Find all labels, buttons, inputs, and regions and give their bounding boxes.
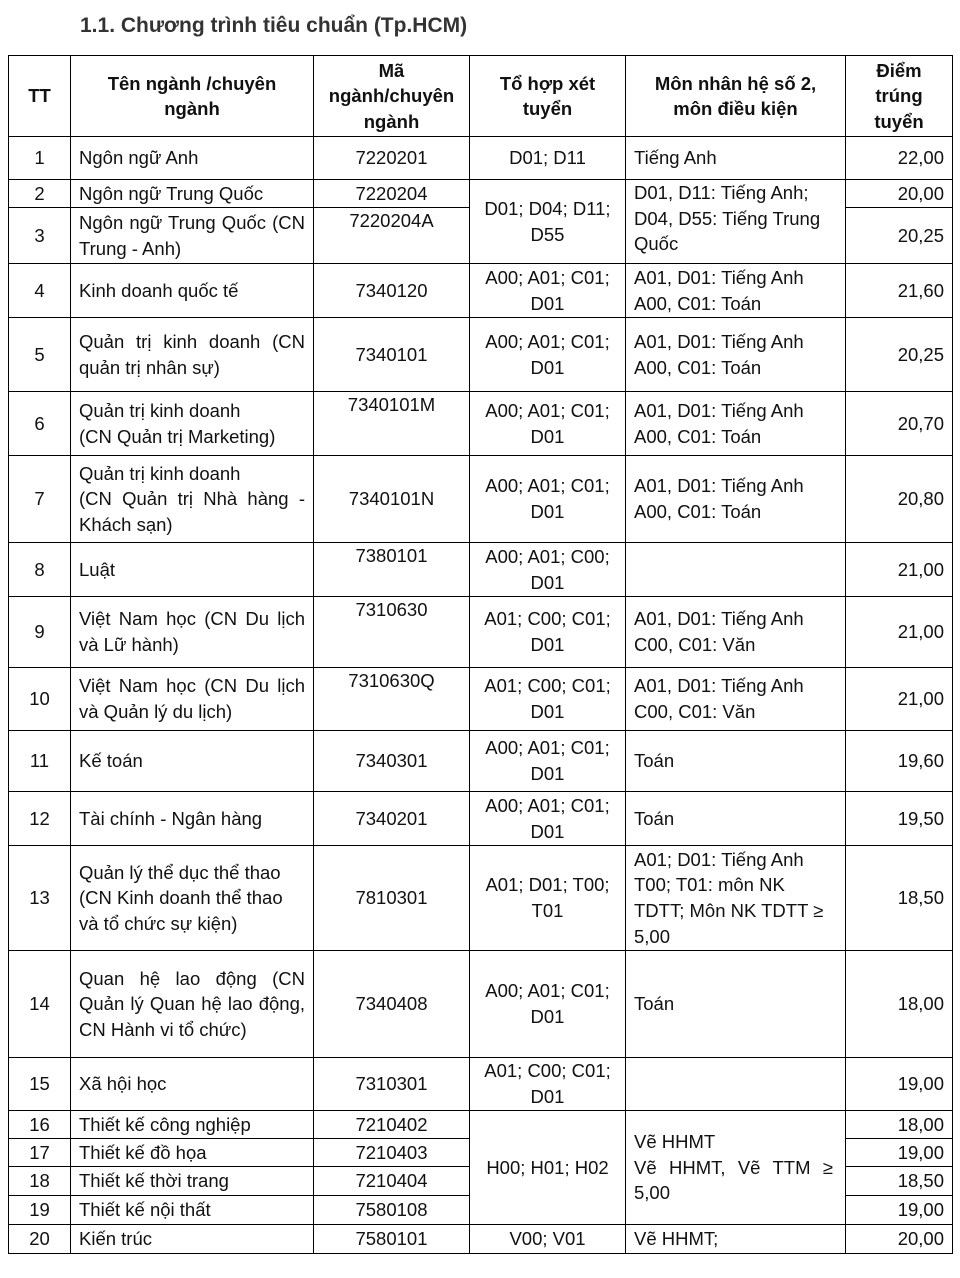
admission-score: 22,00 [846, 137, 953, 180]
major-name: Thiết kế công nghiệp [71, 1111, 314, 1139]
major-name: Xã hội học [71, 1058, 314, 1111]
row-number: 4 [9, 264, 71, 318]
major-name: Quản trị kinh doanh (CN quản trị nhân sự) [71, 318, 314, 392]
table-row [9, 456, 953, 543]
major-code: 7310630Q [314, 668, 470, 731]
admission-score: 21,60 [846, 264, 953, 318]
weighted-subject: D01, D11: Tiếng Anh; D04, D55: Tiếng Trung Quốc [626, 180, 846, 264]
major-code: 7220204 [314, 180, 470, 208]
admission-score: 18,50 [846, 1167, 953, 1196]
table-row [9, 668, 953, 731]
admission-score: 18,00 [846, 1111, 953, 1139]
major-code: 7310630 [314, 597, 470, 668]
major-code: 7210402 [314, 1111, 470, 1139]
table-row [9, 597, 953, 668]
admission-score: 19,00 [846, 1196, 953, 1225]
table-row [9, 318, 953, 392]
row-number: 2 [9, 180, 71, 208]
subject-combination: A00; A01; C01; D01 [470, 392, 626, 456]
row-number: 1 [9, 137, 71, 180]
row-number: 9 [9, 597, 71, 668]
row-number: 14 [9, 951, 71, 1058]
admission-score: 19,00 [846, 1058, 953, 1111]
weighted-subject: Tiếng Anh [626, 137, 846, 180]
subject-combination: A01; D01; T00; T01 [470, 846, 626, 951]
admission-score: 21,00 [846, 668, 953, 731]
major-code: 7580108 [314, 1196, 470, 1225]
table-row [9, 1111, 953, 1139]
row-number: 5 [9, 318, 71, 392]
major-name: Quản lý thể dục thể thao (CN Kinh doanh thể thao và tổ chức sự kiện) [71, 846, 314, 951]
page-heading: 1.1. Chương trình tiêu chuẩn (Tp.HCM) [80, 14, 468, 37]
header-major-code: Mã ngành/chuyên ngành [314, 56, 470, 137]
row-number: 11 [9, 731, 71, 792]
major-code: 7340101N [314, 456, 470, 543]
major-code: 7340301 [314, 731, 470, 792]
weighted-subject: A01, D01: Tiếng Anh A00, C01: Toán [626, 392, 846, 456]
row-number: 12 [9, 792, 71, 846]
major-code: 7340101M [314, 392, 470, 456]
row-number: 7 [9, 456, 71, 543]
weighted-subject [626, 543, 846, 597]
admission-score: 20,00 [846, 180, 953, 208]
row-number: 6 [9, 392, 71, 456]
subject-combination: A00; A01; C01; D01 [470, 264, 626, 318]
admission-score: 18,00 [846, 951, 953, 1058]
row-number: 3 [9, 208, 71, 264]
weighted-subject: A01, D01: Tiếng Anh C00, C01: Văn [626, 668, 846, 731]
major-name: Thiết kế thời trang [71, 1167, 314, 1196]
table-row [9, 180, 953, 208]
admission-score: 20,80 [846, 456, 953, 543]
major-name: Thiết kế đồ họa [71, 1139, 314, 1167]
table-row [9, 846, 953, 951]
major-name: Kế toán [71, 731, 314, 792]
table-row [9, 1225, 953, 1254]
subject-combination: A00; A01; C01; D01 [470, 318, 626, 392]
major-code: 7380101 [314, 543, 470, 597]
major-name: Việt Nam học (CN Du lịch và Lữ hành) [71, 597, 314, 668]
weighted-subject: A01, D01: Tiếng Anh A00, C01: Toán [626, 456, 846, 543]
subject-combination: A01; C00; C01; D01 [470, 597, 626, 668]
table-row [9, 792, 953, 846]
row-number: 16 [9, 1111, 71, 1139]
header-subject-combination: Tổ hợp xét tuyển [470, 56, 626, 137]
major-code: 7580101 [314, 1225, 470, 1254]
table-row [9, 137, 953, 180]
header-tt: TT [9, 56, 71, 137]
major-code: 7310301 [314, 1058, 470, 1111]
major-name: Kiến trúc [71, 1225, 314, 1254]
subject-combination: A00; A01; C01; D01 [470, 792, 626, 846]
admission-scores-table [8, 55, 953, 1254]
header-major-name: Tên ngành /chuyên ngành [71, 56, 314, 137]
admission-score: 19,60 [846, 731, 953, 792]
major-name: Việt Nam học (CN Du lịch và Quản lý du lịch) [71, 668, 314, 731]
weighted-subject: Toán [626, 731, 846, 792]
weighted-subject: A01, D01: Tiếng Anh A00, C01: Toán [626, 264, 846, 318]
row-number: 19 [9, 1196, 71, 1225]
major-code: 7340201 [314, 792, 470, 846]
subject-combination: H00; H01; H02 [470, 1111, 626, 1225]
admission-score: 21,00 [846, 543, 953, 597]
major-name: Ngôn ngữ Anh [71, 137, 314, 180]
row-number: 13 [9, 846, 71, 951]
major-name: Quản trị kinh doanh (CN Quản trị Nhà hàng - Khách sạn) [71, 456, 314, 543]
subject-combination: A00; A01; C01; D01 [470, 731, 626, 792]
row-number: 18 [9, 1167, 71, 1196]
major-code: 7210404 [314, 1167, 470, 1196]
major-code: 7340101 [314, 318, 470, 392]
major-name: Ngôn ngữ Trung Quốc [71, 180, 314, 208]
major-code: 7220201 [314, 137, 470, 180]
weighted-subject: Vẽ HHMT; [626, 1225, 846, 1254]
table-row [9, 264, 953, 318]
header-admission-score: Điểm trúng tuyển [846, 56, 953, 137]
table-row [9, 392, 953, 456]
major-name: Thiết kế nội thất [71, 1196, 314, 1225]
admission-score: 20,70 [846, 392, 953, 456]
major-code: 7340120 [314, 264, 470, 318]
weighted-subject: A01; D01: Tiếng Anh T00; T01: môn NK TDTT; Môn NK TDTT ≥ 5,00 [626, 846, 846, 951]
subject-combination: A01; C00; C01; D01 [470, 668, 626, 731]
subject-combination: A01; C00; C01; D01 [470, 1058, 626, 1111]
weighted-subject [626, 1058, 846, 1111]
table-row [9, 951, 953, 1058]
row-number: 8 [9, 543, 71, 597]
row-number: 20 [9, 1225, 71, 1254]
weighted-subject: A01, D01: Tiếng Anh A00, C01: Toán [626, 318, 846, 392]
admission-score: 20,00 [846, 1225, 953, 1254]
table-header-row [9, 56, 953, 137]
major-name: Luật [71, 543, 314, 597]
subject-combination: D01; D11 [470, 137, 626, 180]
major-name: Ngôn ngữ Trung Quốc (CN Trung - Anh) [71, 208, 314, 264]
major-name: Kinh doanh quốc tế [71, 264, 314, 318]
weighted-subject: Toán [626, 951, 846, 1058]
row-number: 17 [9, 1139, 71, 1167]
subject-combination: A00; A01; C01; D01 [470, 951, 626, 1058]
admission-score: 20,25 [846, 318, 953, 392]
admission-score: 19,00 [846, 1139, 953, 1167]
major-code: 7340408 [314, 951, 470, 1058]
major-name: Quan hệ lao động (CN Quản lý Quan hệ lao động, CN Hành vi tổ chức) [71, 951, 314, 1058]
major-code: 7810301 [314, 846, 470, 951]
major-name: Quản trị kinh doanh (CN Quản trị Marketing) [71, 392, 314, 456]
major-code: 7220204A [314, 208, 470, 264]
major-name: Tài chính - Ngân hàng [71, 792, 314, 846]
admission-score: 21,00 [846, 597, 953, 668]
subject-combination: A00; A01; C01; D01 [470, 456, 626, 543]
weighted-subject: A01, D01: Tiếng Anh C00, C01: Văn [626, 597, 846, 668]
table-row [9, 1058, 953, 1111]
weighted-subject: Vẽ HHMT Vẽ HHMT, Vẽ TTM ≥ 5,00 [626, 1111, 846, 1225]
admission-score: 19,50 [846, 792, 953, 846]
subject-combination: V00; V01 [470, 1225, 626, 1254]
header-weighted-subject: Môn nhân hệ số 2, môn điều kiện [626, 56, 846, 137]
row-number: 10 [9, 668, 71, 731]
admission-score: 20,25 [846, 208, 953, 264]
major-code: 7210403 [314, 1139, 470, 1167]
admission-score: 18,50 [846, 846, 953, 951]
row-number: 15 [9, 1058, 71, 1111]
weighted-subject: Toán [626, 792, 846, 846]
subject-combination: D01; D04; D11; D55 [470, 180, 626, 264]
table-row [9, 543, 953, 597]
table-row [9, 731, 953, 792]
subject-combination: A00; A01; C00; D01 [470, 543, 626, 597]
